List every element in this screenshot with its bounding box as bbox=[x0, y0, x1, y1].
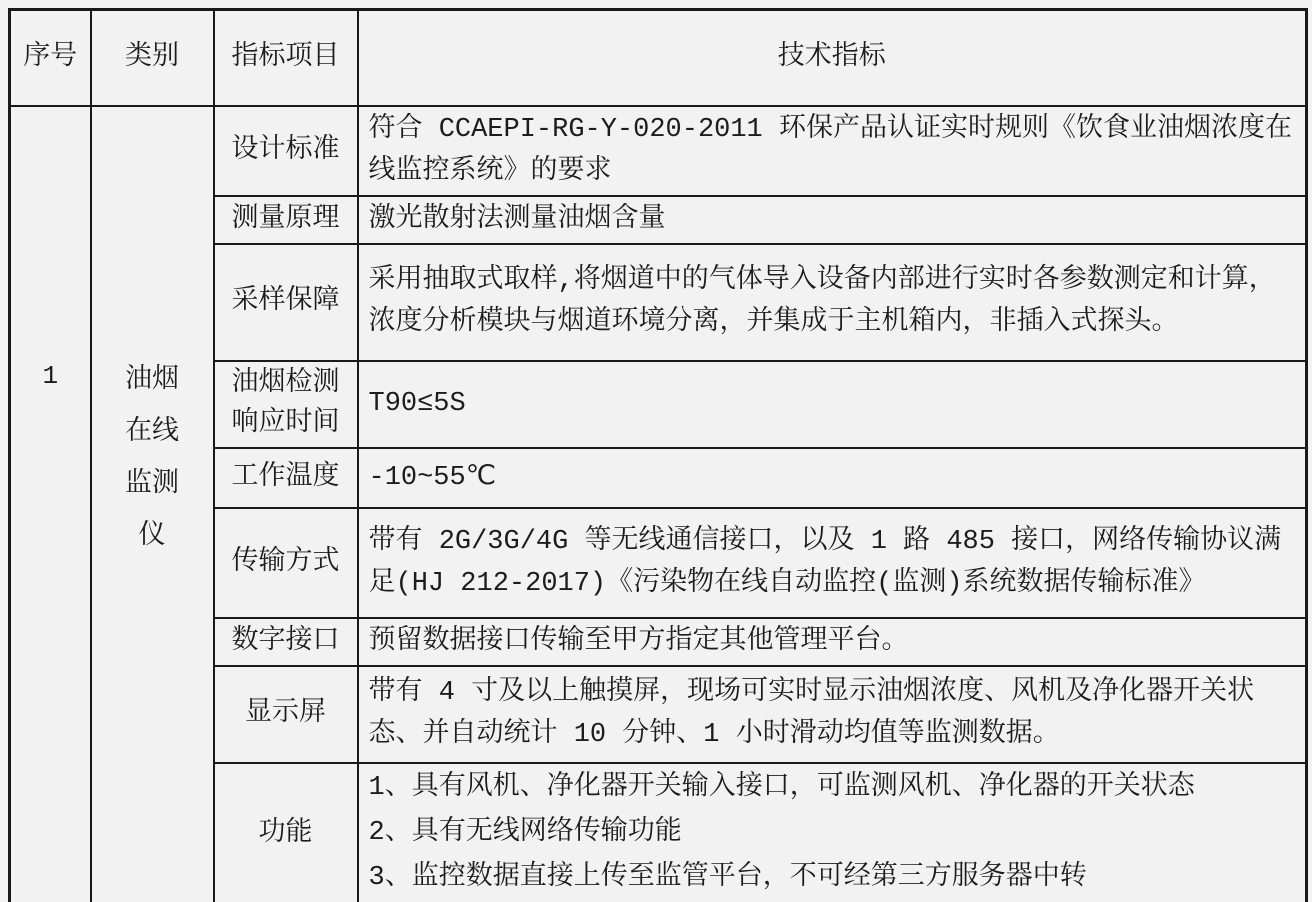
spec-text-response-time: T90≤5S bbox=[358, 361, 1307, 448]
item-label-functions: 功能 bbox=[214, 763, 358, 902]
column-header-category: 类别 bbox=[91, 10, 214, 106]
column-header-serial: 序号 bbox=[10, 10, 91, 106]
function-line-3: 3、监控数据直接上传至监管平台，不可经第三方服务器中转 bbox=[368, 863, 1087, 894]
item-label-sampling-guarantee: 采样保障 bbox=[214, 244, 358, 361]
item-label-display-screen: 显示屏 bbox=[214, 666, 358, 763]
spec-table bbox=[8, 8, 1308, 902]
spec-text-display-screen: 带有 4 寸及以上触摸屏，现场可实时显示油烟浓度、风机及净化器开关状态、并自动统计 10 分钟、1 小时滑动均值等监测数据。 bbox=[358, 666, 1307, 763]
serial-number-cell: 1 bbox=[10, 106, 91, 902]
spec-text-functions bbox=[358, 763, 1307, 902]
spec-text-digital-interface: 预留数据接口传输至甲方指定其他管理平台。 bbox=[358, 618, 1307, 666]
item-label-working-temperature: 工作温度 bbox=[214, 448, 358, 508]
spec-text-transmission-mode: 带有 2G/3G/4G 等无线通信接口，以及 1 路 485 接口，网络传输协议满足(HJ 212-2017)《污染物在线自动监控(监测)系统数据传输标准》 bbox=[358, 508, 1307, 618]
spec-text-working-temperature: -10~55℃ bbox=[358, 448, 1307, 508]
function-line-1: 1、具有风机、净化器开关输入接口，可监测风机、净化器的开关状态 bbox=[368, 773, 1195, 804]
item-label-design-standard: 设计标准 bbox=[214, 106, 358, 196]
category-cell bbox=[91, 106, 214, 902]
spec-text-measuring-principle: 激光散射法测量油烟含量 bbox=[358, 196, 1307, 244]
spec-text-design-standard: 符合 CCAEPI-RG-Y-020-2011 环保产品认证实时规则《饮食业油烟浓度在线监控系统》的要求 bbox=[358, 106, 1307, 196]
item-label-response-time: 油烟检测响应时间 bbox=[214, 361, 358, 448]
item-label-digital-interface: 数字接口 bbox=[214, 618, 358, 666]
header-row bbox=[10, 10, 1307, 106]
function-line-2: 2、具有无线网络传输功能 bbox=[368, 818, 682, 849]
category-label: 油烟在线监测仪 bbox=[125, 365, 179, 552]
spec-text-sampling-guarantee: 采用抽取式取样,将烟道中的气体导入设备内部进行实时各参数测定和计算，浓度分析模块与烟道环境分离，并集成于主机箱内，非插入式探头。 bbox=[358, 244, 1307, 361]
item-label-measuring-principle: 测量原理 bbox=[214, 196, 358, 244]
item-label-transmission-mode: 传输方式 bbox=[214, 508, 358, 618]
column-header-item: 指标项目 bbox=[214, 10, 358, 106]
column-header-spec: 技术指标 bbox=[358, 10, 1307, 106]
table-row bbox=[10, 106, 1307, 196]
